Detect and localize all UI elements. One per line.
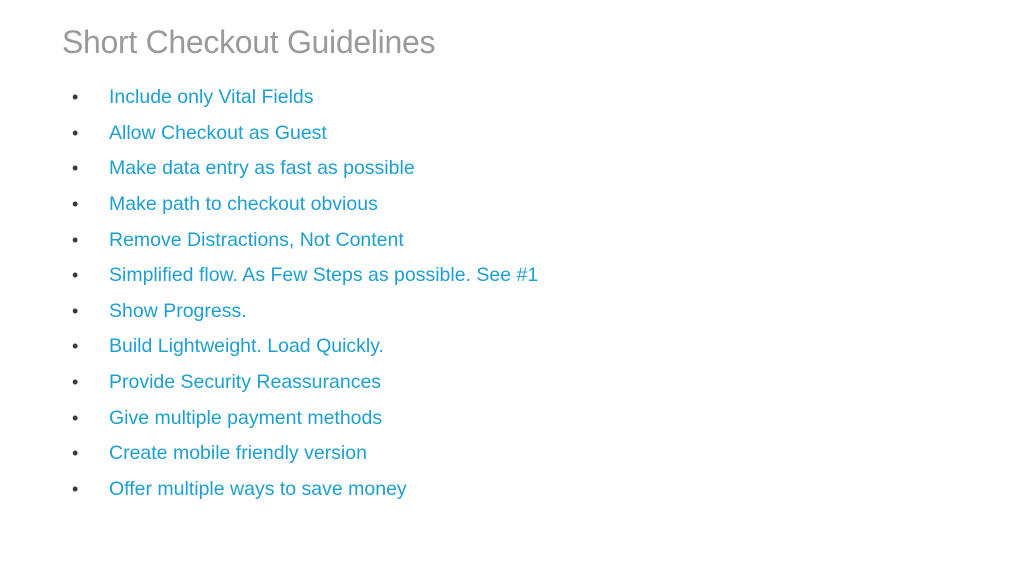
list-item-text: Show Progress. xyxy=(109,299,247,322)
list-item xyxy=(72,187,538,223)
list-item xyxy=(72,329,538,365)
list-item-text: Make data entry as fast as possible xyxy=(109,157,415,180)
list-item-text: Simplified flow. As Few Steps as possible. See #1 xyxy=(109,264,539,287)
bullet-icon: • xyxy=(72,122,79,143)
list-item xyxy=(72,436,538,472)
list-item-text: Provide Security Reassurances xyxy=(109,371,382,394)
bullet-icon: • xyxy=(72,194,79,215)
bullet-icon: • xyxy=(72,300,79,321)
list-item-text: Include only Vital Fields xyxy=(109,86,314,109)
bullet-icon: • xyxy=(72,478,79,499)
slide-title: Short Checkout Guidelines xyxy=(62,24,436,60)
list-item-text: Create mobile friendly version xyxy=(109,442,367,465)
list-item-text: Offer multiple ways to save money xyxy=(109,477,407,500)
bullet-icon: • xyxy=(72,407,79,428)
list-item-text: Remove Distractions, Not Content xyxy=(109,228,404,251)
list-item xyxy=(72,365,538,401)
bullet-icon: • xyxy=(72,372,79,393)
list-item-text: Build Lightweight. Load Quickly. xyxy=(109,335,384,358)
list-item xyxy=(72,80,538,116)
bullet-icon: • xyxy=(72,443,79,464)
bullet-icon: • xyxy=(72,336,79,357)
list-item-text: Allow Checkout as Guest xyxy=(109,121,327,144)
list-item xyxy=(72,472,538,508)
list-item xyxy=(72,258,538,294)
list-item xyxy=(72,151,538,187)
list-item xyxy=(72,294,538,330)
list-item xyxy=(72,116,538,152)
bullet-list xyxy=(72,80,538,507)
bullet-icon: • xyxy=(72,158,79,179)
list-item-text: Make path to checkout obvious xyxy=(109,193,378,216)
bullet-icon: • xyxy=(72,229,79,250)
list-item-text: Give multiple payment methods xyxy=(109,406,383,429)
list-item xyxy=(72,400,538,436)
bullet-icon: • xyxy=(72,87,79,108)
list-item xyxy=(72,222,538,258)
bullet-icon: • xyxy=(72,265,79,286)
